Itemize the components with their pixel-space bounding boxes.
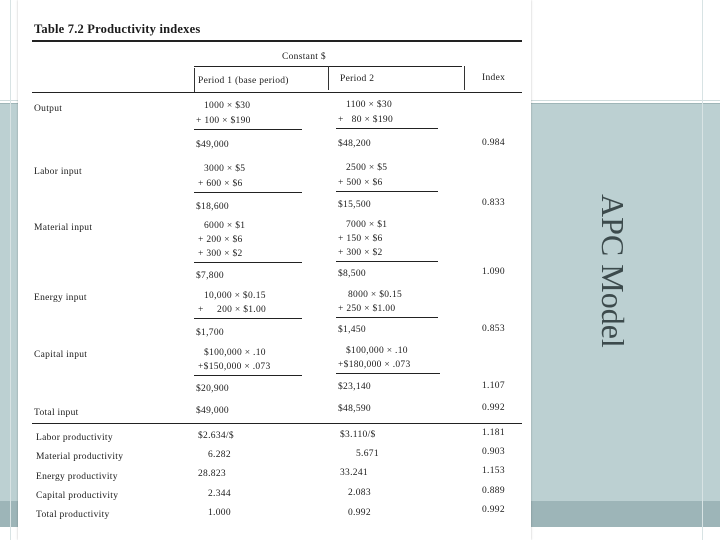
cell: 10,000 × $0.15 [204,291,266,301]
slide-margin-line-left [10,0,11,540]
cell: 33.241 [340,468,368,478]
header-divider [464,66,465,90]
cell: 7000 × $1 [346,220,388,230]
row-label: Material input [34,223,93,233]
title-rule [32,40,522,42]
cell-index: 0.833 [482,198,505,208]
cell-index: 0.992 [482,403,505,413]
cell: $100,000 × .10 [204,348,266,358]
cell: + 100 × $190 [196,116,251,126]
column-index: Index [482,73,506,83]
cell-index: 1.153 [482,466,505,476]
productivity-label: Material productivity [36,452,124,462]
cell-total: $23,140 [338,382,371,392]
sum-rule [336,373,440,374]
cell: 0.992 [348,508,371,518]
cell-total: $15,500 [338,200,371,210]
cell: 2.083 [348,488,371,498]
cell-total: $1,450 [338,325,366,335]
productivity-label: Energy productivity [36,472,118,482]
cell-total: $20,900 [196,384,229,394]
cell: 8000 × $0.15 [348,290,403,300]
cell: 2500 × $5 [346,163,388,173]
cell: +$150,000 × .073 [198,362,271,372]
cell-total: $49,000 [196,140,229,150]
slide-margin-line-right [702,0,703,540]
header-divider [328,66,329,90]
cell: + 600 × $6 [198,179,243,189]
header-rule [32,92,522,93]
cell-index: 0.984 [482,138,505,148]
cell: 2.344 [208,489,231,499]
row-label: Output [34,104,63,114]
cell-index: 0.992 [482,505,505,515]
sum-rule [194,318,302,319]
sum-rule [336,317,438,318]
cell-total: $18,600 [196,202,229,212]
cell: 3000 × $5 [204,164,246,174]
cell-total: $1,700 [196,328,224,338]
scanned-table-page [18,0,531,540]
column-period2: Period 2 [340,74,375,84]
cell: + 500 × $6 [338,178,383,188]
cell: 1100 × $30 [346,100,393,110]
sum-rule [336,261,438,262]
cell-total: $8,500 [338,269,366,279]
cell: + 200 × $1.00 [198,305,267,315]
cell-index: 0.853 [482,324,505,334]
cell: $100,000 × .10 [346,346,408,356]
cell-total: $48,590 [338,404,371,414]
cell: + 300 × $2 [338,248,383,258]
cell-index: 1.107 [482,381,505,391]
cell-index: 1.181 [482,428,505,438]
cell: + 150 × $6 [338,234,383,244]
group-header: Constant $ [282,52,326,62]
slide-title: APC Model [595,194,631,348]
sum-rule [194,192,302,193]
row-label: Labor input [34,167,82,177]
cell: +$180,000 × .073 [338,360,411,370]
cell: + 200 × $6 [198,235,243,245]
cell-index: 1.090 [482,267,505,277]
cell: 6.282 [208,450,231,460]
column-period1: Period 1 (base period) [198,76,289,86]
cell: + 80 × $190 [338,115,393,125]
table-title: Table 7.2 Productivity indexes [34,22,201,36]
row-label: Energy input [34,293,87,303]
cell: 5.671 [356,449,379,459]
cell: + 300 × $2 [198,249,243,259]
cell: $2.634/$ [198,431,234,441]
productivity-label: Labor productivity [36,433,113,443]
section-rule [32,423,522,424]
cell-total: $48,200 [338,139,371,149]
cell-index: 0.889 [482,486,505,496]
sum-rule [336,191,438,192]
row-label: Capital input [34,350,88,360]
row-label: Total input [34,408,79,418]
sum-rule [194,129,302,130]
cell: $3.110/$ [340,430,376,440]
cell-total: $7,800 [196,271,224,281]
sum-rule [194,375,302,376]
header-divider [194,68,195,92]
cell: + 250 × $1.00 [338,304,396,314]
cell: 1.000 [208,508,231,518]
productivity-label: Total productivity [36,510,110,520]
cell: 1000 × $30 [204,101,251,111]
sum-rule [194,262,302,263]
productivity-label: Capital productivity [36,491,119,501]
cell-total: $49,000 [196,406,229,416]
cell-index: 0.903 [482,447,505,457]
cell: 6000 × $1 [204,221,246,231]
cell: 28.823 [198,469,226,479]
sum-rule [336,128,438,129]
